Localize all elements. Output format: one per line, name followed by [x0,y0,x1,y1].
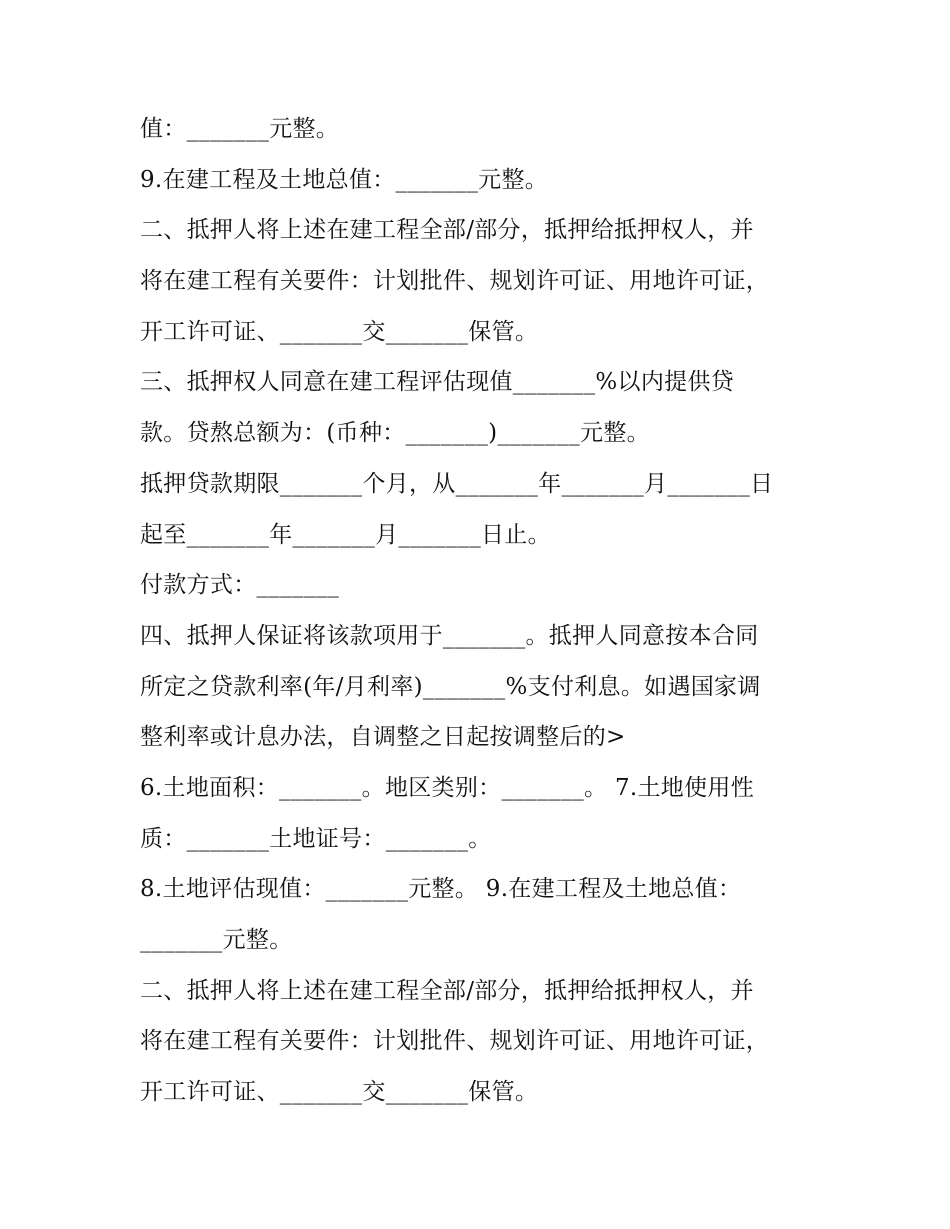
text-line: 8.土地评估现值：_______元整。 9.在建工程及土地总值： [140,876,742,903]
text-line: 四、抵押人保证将该款项用于_______。抵押人同意按本合同 [140,622,759,649]
text-line: 二、抵押人将上述在建工程全部/部分，抵押给抵押权人，并 [140,977,754,1004]
text-line: 起至_______年_______月_______日止。 [140,521,551,548]
text-line: _______元整。 [140,927,293,953]
text-line: 所定之贷款利率(年/月利率)_______%支付利息。如遇国家调 [140,673,761,700]
text-line: 二、抵押人将上述在建工程全部/部分，抵押给抵押权人，并 [140,217,754,244]
text-line: 抵押贷款期限_______个月，从_______年_______月_______日 [140,470,774,497]
text-line: 将在建工程有关要件：计划批件、规划许可证、用地许可证， [140,268,770,295]
text-line: 将在建工程有关要件：计划批件、规划许可证、用地许可证， [140,1028,770,1055]
text-line: 6.土地面积：_______。地区类别：_______。 7.土地使用性 [140,774,754,801]
text-line: 款。贷熬总额为：(币种：_______)_______元整。 [140,420,650,447]
text-line: 整利率或计息办法，自调整之日起按调整后的> [140,724,626,751]
text-line: 值：_______元整。 [140,116,340,142]
text-line: 质：_______土地证号：_______。 [140,825,492,852]
text-line: 9.在建工程及土地总值：_______元整。 [140,166,549,193]
document-body [140,104,810,1118]
text-line: 三、抵押权人同意在建工程评估现值_______%以内提供贷 [140,369,735,396]
text-line: 开工许可证、_______交_______保管。 [140,318,539,345]
text-line: 开工许可证、_______交_______保管。 [140,1079,539,1106]
text-line: 付款方式：_______ [140,572,340,599]
